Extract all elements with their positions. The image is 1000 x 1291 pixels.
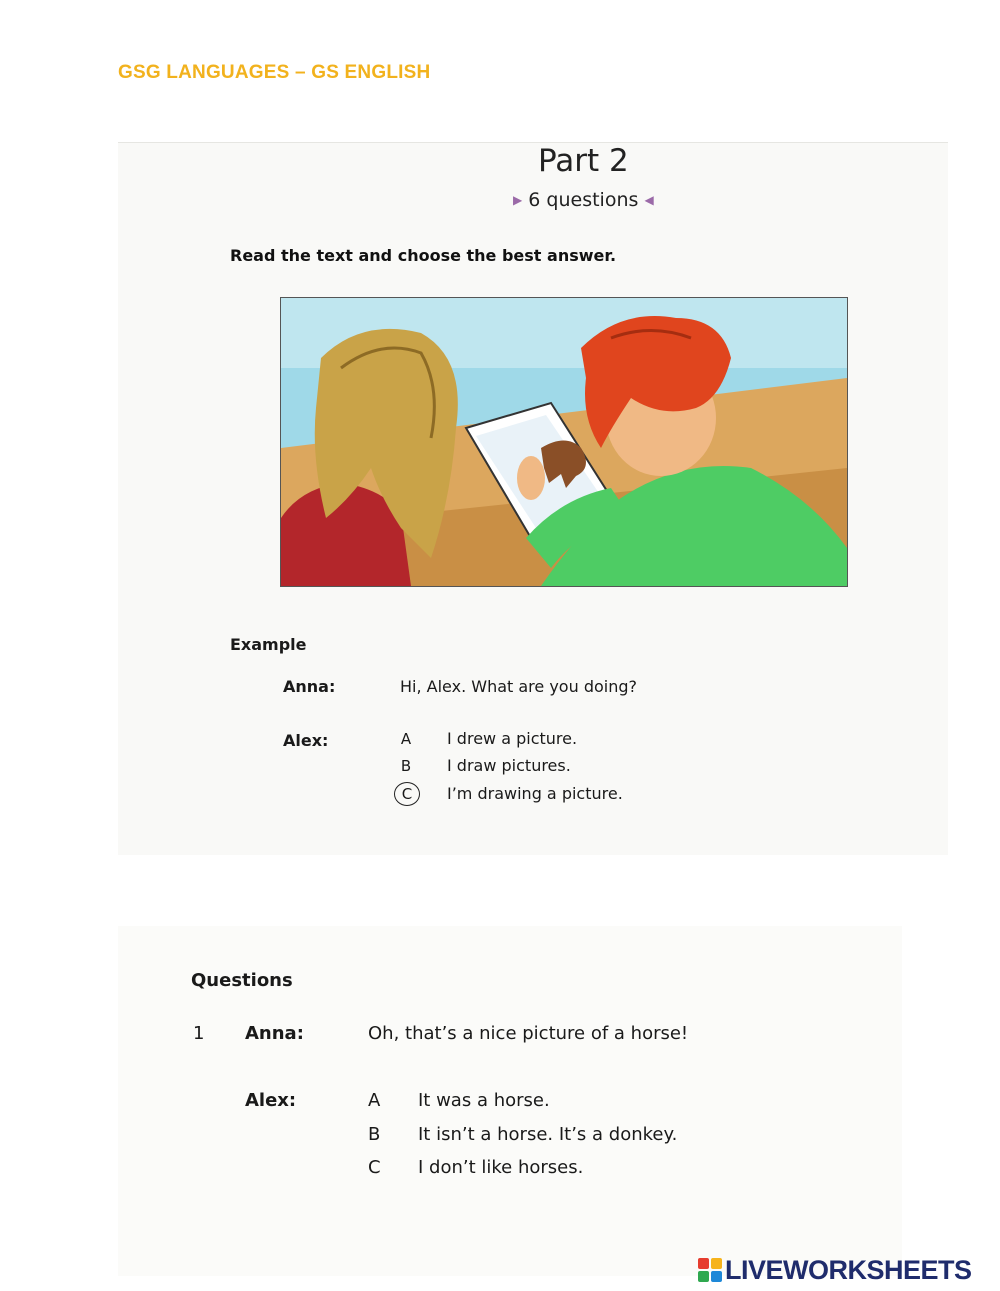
scanned-page-part2 [118,142,948,855]
option-text: I’m drawing a picture. [447,784,623,803]
header-title: GSG LANGUAGES – GS ENGLISH [118,62,431,83]
option-text: It was a horse. [418,1090,550,1111]
logo-square [698,1271,709,1282]
question-prompt-speaker: Anna: [245,1023,304,1044]
question-count [513,189,654,211]
part-title: Part 2 [538,143,629,179]
illustration-children-drawing [280,297,848,587]
example-option [394,756,694,780]
question-count-text: 6 questions [528,189,639,211]
example-option [394,729,694,753]
example-option-selected [394,782,694,808]
logo-grid-icon [698,1258,722,1282]
question-option-b[interactable] [368,1124,728,1150]
question-option-c[interactable] [368,1157,728,1183]
liveworksheets-logo[interactable] [698,1256,972,1284]
selected-circle-icon: C [394,782,420,806]
option-letter: B [400,757,412,775]
logo-square [711,1258,722,1269]
question-prompt-text: Oh, that’s a nice picture of a horse! [368,1023,689,1044]
option-letter: A [368,1090,381,1111]
option-letter: B [368,1124,381,1145]
example-prompt-speaker: Anna: [283,677,336,696]
instruction: Read the text and choose the best answer. [230,246,617,265]
option-text: I don’t like horses. [418,1157,584,1178]
question-number: 1 [193,1023,205,1044]
option-text: I draw pictures. [447,756,571,775]
scanned-page-questions [118,926,902,1276]
example-label: Example [230,635,307,654]
option-letter: A [400,730,412,748]
question-answer-speaker: Alex: [245,1090,297,1111]
logo-square [711,1271,722,1282]
left-arrow-icon: ◀ [644,193,654,207]
example-prompt-text: Hi, Alex. What are you doing? [400,677,637,696]
question-option-a[interactable] [368,1090,728,1116]
example-answer-speaker: Alex: [283,731,329,750]
option-text: I drew a picture. [447,729,578,748]
logo-text: LIVEWORKSHEETS [725,1254,972,1285]
questions-label: Questions [191,970,293,991]
right-arrow-icon: ▶ [513,193,523,207]
option-text: It isn’t a horse. It’s a donkey. [418,1124,678,1145]
logo-square [698,1258,709,1269]
option-letter: C [368,1157,381,1178]
